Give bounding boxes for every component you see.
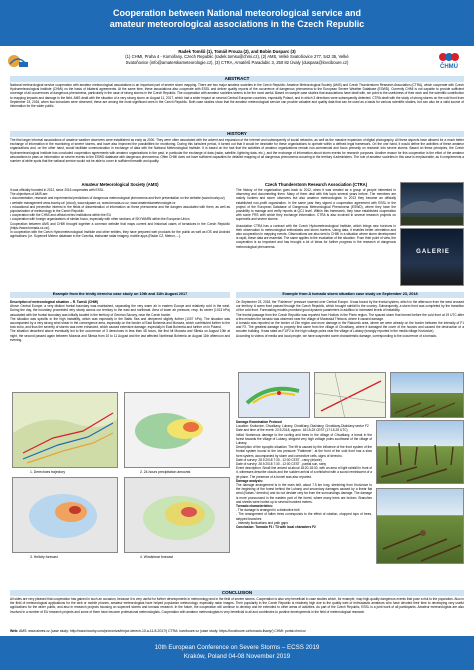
title-banner [0, 0, 474, 46]
damage-protocol-line: Date of survey: 28.9.2018 7:30 - 12:00 CEST - rainy (drizzle) [236, 457, 322, 462]
ctra-paragraph: Association CTRA has a contract with the Czech Hydrometeorological Institute, which brings new horizons in their observation to meteorological enthusiasts and storm hunters. Using data, it enables better orientation and also cooperation in mapping events. Observations are also sent to CHMI in a situation where storm development is rapid, these data are essential. The same applies to the evaluation of the situation. From their point of view, the cooperation is so important and has brought a lot of ideas for further progress in the research of dangerous meteorological phenomena. [236, 223, 396, 249]
ctra-text [236, 188, 396, 288]
damage-protocol-line: Damage analysis: [236, 478, 263, 483]
conference-location-date: Kraków, Poland 04-08 November 2019 [183, 653, 291, 660]
map-icon [13, 393, 118, 468]
damage-protocol-line: Damage Examination Protocol [236, 420, 283, 424]
damage-protocol-line: Date of survey: 28.9.2018 7:30 - 12:00 CEST - partial sun, rainy [236, 462, 326, 467]
example1-text [10, 300, 230, 388]
ams-paragraph: • cooperation with the CHMI and official meteo institutions within the EU [10, 213, 111, 218]
authors-block [60, 49, 414, 65]
figure-precipitation [124, 392, 230, 468]
example2-text [236, 300, 464, 372]
ams-paragraph: In cooperation with the Czech Hydrometeorological Institute and other entities, they have prepared web products for the public as well as iOS and Android applications (i.e. Supercell Meteor database in the Czechia, elaborate radar imagery, mobile apps (Radar CZ, Meteor, ...). [10, 230, 230, 239]
windshear-map-icon [125, 478, 230, 553]
broken-forest-icon [377, 421, 464, 484]
example2-paragraph: According to videos of media and local people, we have suspected some characteristic damage, corresponding to the occurrence of a tornado. [236, 333, 438, 338]
ams-logo-icon [6, 52, 30, 70]
helicity-map-icon [13, 478, 118, 553]
damage-protocol-line: - The arrangement of fallen trees corresponds to the effect of rotation, chopped tops of trees, stripped branches [236, 512, 372, 521]
tornado-radar-image [238, 372, 310, 418]
radar-map-icon [239, 373, 310, 418]
abstract-text: National meteorological service cooperation with amateur meteorological associations is an important part of severe storm mapping. There are two major amateur societies in the Czech Republic: Amateur Meteorological Society (AMS) and Czech Thunderstorm Research Association (CTRA), which cooperate with Czech Hydrometeorological Institute (CHMI) on the basis of bilateral agreements. At the same time, these associations also cooperate with ESSL and deliver quality reports of the occurrence of dangerous phenomena to the European Severe Weather Database (ESWD). Currently CHMI is not capable to provide sufficient coverage of all occurrences of dangerous phenomena, particularly in the case of strong storms in the Czech Republic. The cooperation with amateur societies seems to be the most useful. Based on sample case studies that associations have dealt with, we point to the usefulness of their work and the scientific contribution to mapping impacts and damage in the field. AMS dealt with the situation of a very strong storm on August 11, 2017, which had a wider impact on several Central European countries, especially Poland, and in which 3 directions were subsequently detected. CTRA dealt with the study of strong storms on the cold front from September 23, 2018, when two tornadoes were observed; these are among the most significant ones in the Czech Republic. Both case studies show that the amateur meteorological service can provide valuable and quality data that can be used as a basis for various scientific studies, but can also be a valid source of information for the wider public. [10, 83, 464, 109]
poster-title [40, 8, 434, 30]
damage-protocol-line: Initial: Numerous damage to the roofing and trees in the village of Chvalšany, a break in the forest towards the village of Lubany, stripped very high voltage poles southwest of the village of Lubany. [236, 432, 372, 446]
ctra-gallery-photo [400, 228, 464, 286]
ams-paragraph: • cooperation with foreign organizations of similar focus, especially with other sections of SKYWARN within the European Union [10, 217, 190, 222]
damage-protocol-line: Date and time of the event: 23.9.2018, approx. 18:15-25 CEST (17:15-25 UTC) [236, 428, 348, 433]
tornado-damage-photo-3 [376, 488, 464, 564]
poster-title-line2: amateur meteorological associations in the Czech Republic [109, 19, 365, 29]
ams-heading: Amateur Meteorological Society (AMS) [81, 182, 159, 187]
history-text: The first larger informal associations of amateur weather observers were established as early as 2000. They were often associated with the advent and expansion of the Internet and subsequently of social networks, as well as the massive expansion of digital photography. All these aspects have allowed for a much better exchange of information in the monitoring of severe storms, and have also improved the possibilities for monitoring. During this turbulent period, it turned out that it would be desirable for these organizations to operate within a defined legal framework. On the one hand, it would define the activities of these amateur organizations and, on the other hand, would facilitate communication in exchange of data with the National Meteorological Institute. It is based on the fact that the activities of amateur organizations remain non-commercial and focus primarily on research into severe storms. Based on these principles, the Czech Hydrometeorological Institute has concluded cooperation agreements with amateur organizations in the past, in particular the exchange of data (radar, satellite, lightning data, etc.), and the exchange of information about storm events for research purposes. Another reason for this cooperation is the effort of the amateur associations to pass on information on severe events to the ESWD database with dangerous phenomena. Often CHMI does not have sufficient capacities for detailed mapping of all dangerous phenomena occurring in the territory it administers. The role of amateur societies in this case is irreplaceable, as it complements a number of white spots that the national service would not be able to cover in sufficient breadth and quality. [10, 138, 464, 164]
ams-paragraph: Cooperation between AMS and CHMI brought together a common website that maps current and historical cases of tornadoes in the Czech Republic (https://www.tornada-cz.cz/). [10, 221, 230, 230]
damage-protocol-line: Conclusion: Tornado F1 / T3 with local characters F2 [236, 525, 316, 530]
damage-protocol-line: - Intensity fluctuations and path gaps [236, 520, 288, 525]
ams-paragraph: • educational and preventive interest in the fields of dissemination of information on these phenomena and the dangers associated with them, as well as popularization of meteorology in the Czech Republic [10, 204, 230, 214]
figure-helicity [12, 477, 118, 553]
uprooted-trees-icon [377, 489, 464, 564]
abstract-heading: ABSTRACT [10, 76, 464, 82]
affiliation-line2: Svatoňovice (info@amaterskameteorologie.cz), (3) CTRA, Amatérů Paradubic 3, 250 82 Úvaly (duspara@lovciboure.cz) [125, 59, 349, 65]
example1-heading: Example from the trinity derecho case study on 10th and 11th August 2017 [10, 292, 230, 298]
chmu-logo [432, 50, 466, 74]
tornado-damage-photo-1 [390, 372, 464, 418]
conclusion-heading: CONCLUSION [10, 590, 464, 596]
caption-windshear: 4. Windshear forecast [140, 555, 173, 559]
history-heading: HISTORY [10, 131, 464, 137]
fallen-trees-icon [391, 373, 464, 418]
poster-title-line1: Cooperation between National meteorological service and [112, 8, 362, 18]
ams-paragraph: • website management www.bourky.cz/ (cloud), www.skyaam.cz, www.tornada-cz.cz, www.amaterskameteorologie.cz [10, 200, 176, 205]
caption-derecho-trajectory: 1. Derechoes trajectory [30, 470, 66, 474]
damage-protocol-line: The damage arrangement is in the main belt, about 7.5 km long, stretching from Krušovice to the beginning of the forest behind the Lubany and secondary damages caused by a linear flat wind (Nubas / derecho) and do not deviate very far from the surroundings damage. The damage is more pronounced in the eastern part of the forest, where many trees are broken. Branches and shreds were hurled up to several hundred meters. [236, 483, 372, 504]
tornado-track-map [314, 372, 386, 418]
ams-paragraph: It was officially founded in 2012, since 2016 cooperates with ESSL. [10, 188, 105, 192]
caption-helicity: 3. Helicity forecast [30, 555, 58, 559]
example2-paragraph: The frontal passage from the Czech Republic was reported from Hodkov in the Plzen region. The spaced storm that formed before the cold front at 19 UTC after a few minutes the tornado was observed near the village of Moravská Třebová, where it caused damage. [236, 312, 464, 321]
web-text: AMS: www.aimes.cz (case study: http://www.bourky.com/prizroniva/trinjce-derech-10-a-11-8-2017/) CTRA: lovciboure.cz (case study: https://lovciboure.cz/tornado-lisany/) CHMI: portal.chmi.cz [19, 629, 306, 633]
storm-cloud-icon [401, 183, 464, 226]
example1-paragraph: Description of meteorological situation – R. Tomšů (CHMI) [10, 300, 99, 304]
chmu-logo-text: ČHMÚ [440, 64, 458, 70]
damage-protocol [236, 420, 372, 564]
figure-windshear [124, 477, 230, 553]
ams-paragraph: The objectives of AMS are: [10, 192, 49, 197]
example1-paragraph: The situation was specific in the high instability, which was especially in the Baltic Sea and deepened slightly further (1007 hPa). The situation was accompanied by a very strong wind shear in the convergence area, especially on the border of East Bohemia and Moravia, which contributed further to the bow echo, and thus the severity of storms was even enhanced, which caused extensive damage, especially in East Bohemia and further on in Poland. [10, 316, 230, 330]
caption-precipitation: 2. 24-hours precipitation amounts [140, 470, 191, 474]
web-label: Web: [10, 629, 19, 633]
ctra-heading: Czech Thunderstorm Research Association (CTRA) [264, 182, 368, 187]
tornado-damage-photo-2 [376, 420, 464, 484]
ams-text [10, 188, 230, 288]
footer-banner [0, 636, 474, 670]
damage-protocol-line: Description of the synoptic situation: The lift is caused by the influence of the front system of the frontal system bound to the low pressure "Fabienne", at the front of the cold front has a slow form system, accompanied by storm and convective cells, signs of derecho. [236, 445, 372, 458]
damage-protocol-line: Location: Krušovice, Chvalšany, Lubany, Chrášťany, Dlaždany, Chvalšany-Dlaždany sector F2 [236, 424, 369, 429]
ctra-storm-photo-1 [400, 182, 464, 226]
author-names: Radek Tomšů (1), Tomáš Prouza (2), and Bobin Dusparc (3) [178, 49, 296, 54]
example1-paragraph: Above Central Europe, a very distinct frontal boundary was maintained, separating the very warm air in eastern Europe and relatively cold in the west. During the day, the boundary proceeded very slowly across our territory to the east and northeast. Area of lower air pressure, resp. its center (1013 hPa) associated with the frontal boundary was initially located in the territory of German Saxony, near the Czech border. [10, 304, 230, 317]
example2-heading: Example from A tornado storm situation case study on September 23, 2018 [236, 292, 464, 298]
conclusion-text: All sides are very pleased that cooperation has gained in such an occasion, because it is very useful for further developments in meteorology and in the field of severe storms. Cooperation is also very beneficial in case studies which, for example, map high-quality dangerous events that pose a risk to the population. Also in the field of meteorological applications for the web or mobile phones, amateur meteorologists have helped popularize meteorology, especially radar images. Their popularity in the Czech Republic is relatively high due to the quality web of enthusiastic amateurs who have devoted their time to developing very useful applications for the wider public, and also in research projects focusing on supercell storms and tornado research. In the future, the cooperation will continue to develop and be extended to other areas of activities. As part of the Czech Republic, ESSL is a joint work of all participants. Amateur meteorologists are also involved in a number of EU research projects and some of them have become professional meteorologists. Cooperation with amateur meteorologists is very beneficial to all and contributes to positive developments in the field of meteorological research. [10, 597, 464, 614]
gallery-label: GALERIE [416, 249, 450, 255]
affiliation-line1: (1) CHMI, Praha 4 - Komořany, Czech Republic (radek.tomsu@chmi.cz), (2) AMS, Velké Svatoňovice 277, 542 35, Velké [125, 54, 349, 60]
example2-paragraph: On September 23, 2018, the "Fabienne" pressure lowered over Central Europe. It was bound by the frontal system, which in the afternoon from the west crossed our territory. A warm front passed through the Czech Republic, which brought rainfall to the country. Subsequently, a storm front was completed by the transition of the cold front. Forecasting models promised good dynamic parameters in addition to increased levels of instability. [236, 300, 464, 313]
damage-protocol-line: - The damage is arranged in a distinctive belt [236, 508, 300, 513]
example2-paragraph: A tornado was reported on the border of Zlín region and more damage in the Rakovník area, where we were already on the border between the intensity of F1 and F2. The greatest damage to property first came from the village of Chvalšany, where it damaged the cover of the houses and caused the destruction of a wooden building. It was rated as F1/F2 to the high voltage poles near the village of Lubany (wrongly reported in the media village Krušovice). [236, 321, 464, 334]
example1-paragraph: The situation described above eventually led to the occurrence of 3 derechoes in less than 48 hours, the first hit Moravia and Silesia on August 10th at night, the second passed again between Moravia and Silesia from 10 to 11 August and the last affected Northeast Bohemia on August 11th afternoon and evening. [10, 329, 230, 342]
track-map-icon [315, 373, 386, 418]
ams-paragraph: • documentation, research and experimental predictions of dangerous meteorological phenomena and their presentation on the website (www.bourky.cz) [10, 196, 225, 201]
ctra-paragraph: The history of the organization goes back to 2012, when it was created as a group of people interested in observing and documenting them. Many of them deal with this topic several years before. The members are mainly hunters and storm observers but also amateur meteorologists. In 2013 they became an officially established non-profit organization. In the same year they signed a cooperation agreement with ESSL in the project of the European Database of Dangerous Meteorological Phenomena (ESWD), where they have the possibility to manage and verify reports at QC1 level. Within this framework, they have established cooperation with some FRS with which they exchange information. CTRA is also involved in several research projects on supercells and severe storms. [236, 188, 396, 222]
damage-protocol-line: Event description: Small line arrived at about 18:20-18:30, with an area of light rainfall in front of it, witnesses describe clouds and the sudden arrival of a whirlwind with a sound reminiscent of a jet plane. The presence of a funnel was also reported. [236, 466, 372, 479]
precipitation-map-icon [125, 393, 230, 468]
web-links [10, 629, 464, 633]
conference-name: 10th European Conference on Severe Storms – ECSS 2019 [154, 644, 320, 651]
damage-protocol-line: Tornado characteristics: [236, 504, 273, 509]
figure-derecho-trajectory [12, 392, 118, 468]
chmu-logo-icon [432, 50, 466, 64]
